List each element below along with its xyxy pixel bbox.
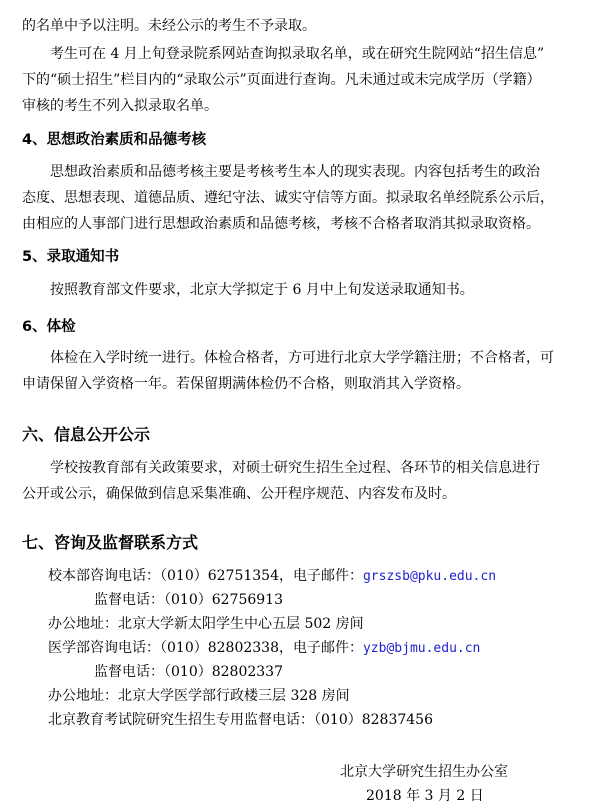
main-email-link[interactable]: grszsb@pku.edu.cn xyxy=(362,569,497,584)
main-consult-text: 校本部咨询电话：（010）62751354，电子邮件： xyxy=(48,568,363,584)
main-office-address: 办公地址：北京大学新太阳学生中心五层 502 房间 xyxy=(48,616,364,632)
text-line: 思想政治素质和品德考核主要是考核考生本人的现实表现。内容包括考生的政治 xyxy=(50,164,540,180)
text-line: 的名单中予以注明。未经公示的考生不予录取。 xyxy=(22,18,316,34)
medical-campus-consult xyxy=(48,639,480,658)
text-line: 公开或公示，确保做到信息采集准确、公开程序规范、内容发布及时。 xyxy=(22,486,456,502)
med-consult-text: 医学部咨询电话：（010）82802338，电子邮件： xyxy=(48,640,363,656)
main-supervise-phone: 监督电话：（010）62756913 xyxy=(94,592,283,608)
exam-authority-hotline: 北京教育考试院研究生招生专用监督电话：（010）82837456 xyxy=(48,712,433,728)
med-supervise-phone: 监督电话：（010）82802337 xyxy=(94,664,283,680)
text-line: 态度、思想表现、道德品质、遵纪守法、诚实守信等方面。拟录取名单经院系公示后， xyxy=(22,190,554,206)
main-campus-consult xyxy=(48,567,496,586)
text-line: 按照教育部文件要求，北京大学拟定于 6 月中上旬发送录取通知书。 xyxy=(50,282,474,298)
issuing-office: 北京大学研究生招生办公室 xyxy=(340,764,508,780)
text-line: 体检在入学时统一进行。体检合格者，方可进行北京大学学籍注册；不合格者，可 xyxy=(50,350,554,366)
text-line: 下的“硕士招生”栏目内的“录取公示”页面进行查询。凡未通过或未完成学历（学籍） xyxy=(22,72,541,88)
section-heading: 6、体检 xyxy=(22,319,76,335)
part-heading: 六、信息公开公示 xyxy=(22,425,151,444)
issue-date: 2018 年 3 月 2 日 xyxy=(366,788,484,804)
section-heading: 5、录取通知书 xyxy=(22,249,120,265)
med-office-address: 办公地址：北京大学医学部行政楼三层 328 房间 xyxy=(48,688,350,704)
part-heading: 七、咨询及监督联系方式 xyxy=(22,533,199,552)
section-heading: 4、思想政治素质和品德考核 xyxy=(22,132,207,148)
text-line: 申请保留入学资格一年。若保留期满体检仍不合格，则取消其入学资格。 xyxy=(22,376,470,392)
text-line: 考生可在 4 月上旬登录院系网站查询拟录取名单，或在研究生院网站“招生信息” xyxy=(50,46,545,62)
text-line: 由相应的人事部门进行思想政治素质和品德考核，考核不合格者取消其拟录取资格。 xyxy=(22,216,540,232)
text-line: 审核的考生不列入拟录取名单。 xyxy=(22,98,218,114)
text-line: 学校按教育部有关政策要求，对硕士研究生招生全过程、各环节的相关信息进行 xyxy=(50,460,540,476)
med-email-link[interactable]: yzb@bjmu.edu.cn xyxy=(362,641,481,656)
